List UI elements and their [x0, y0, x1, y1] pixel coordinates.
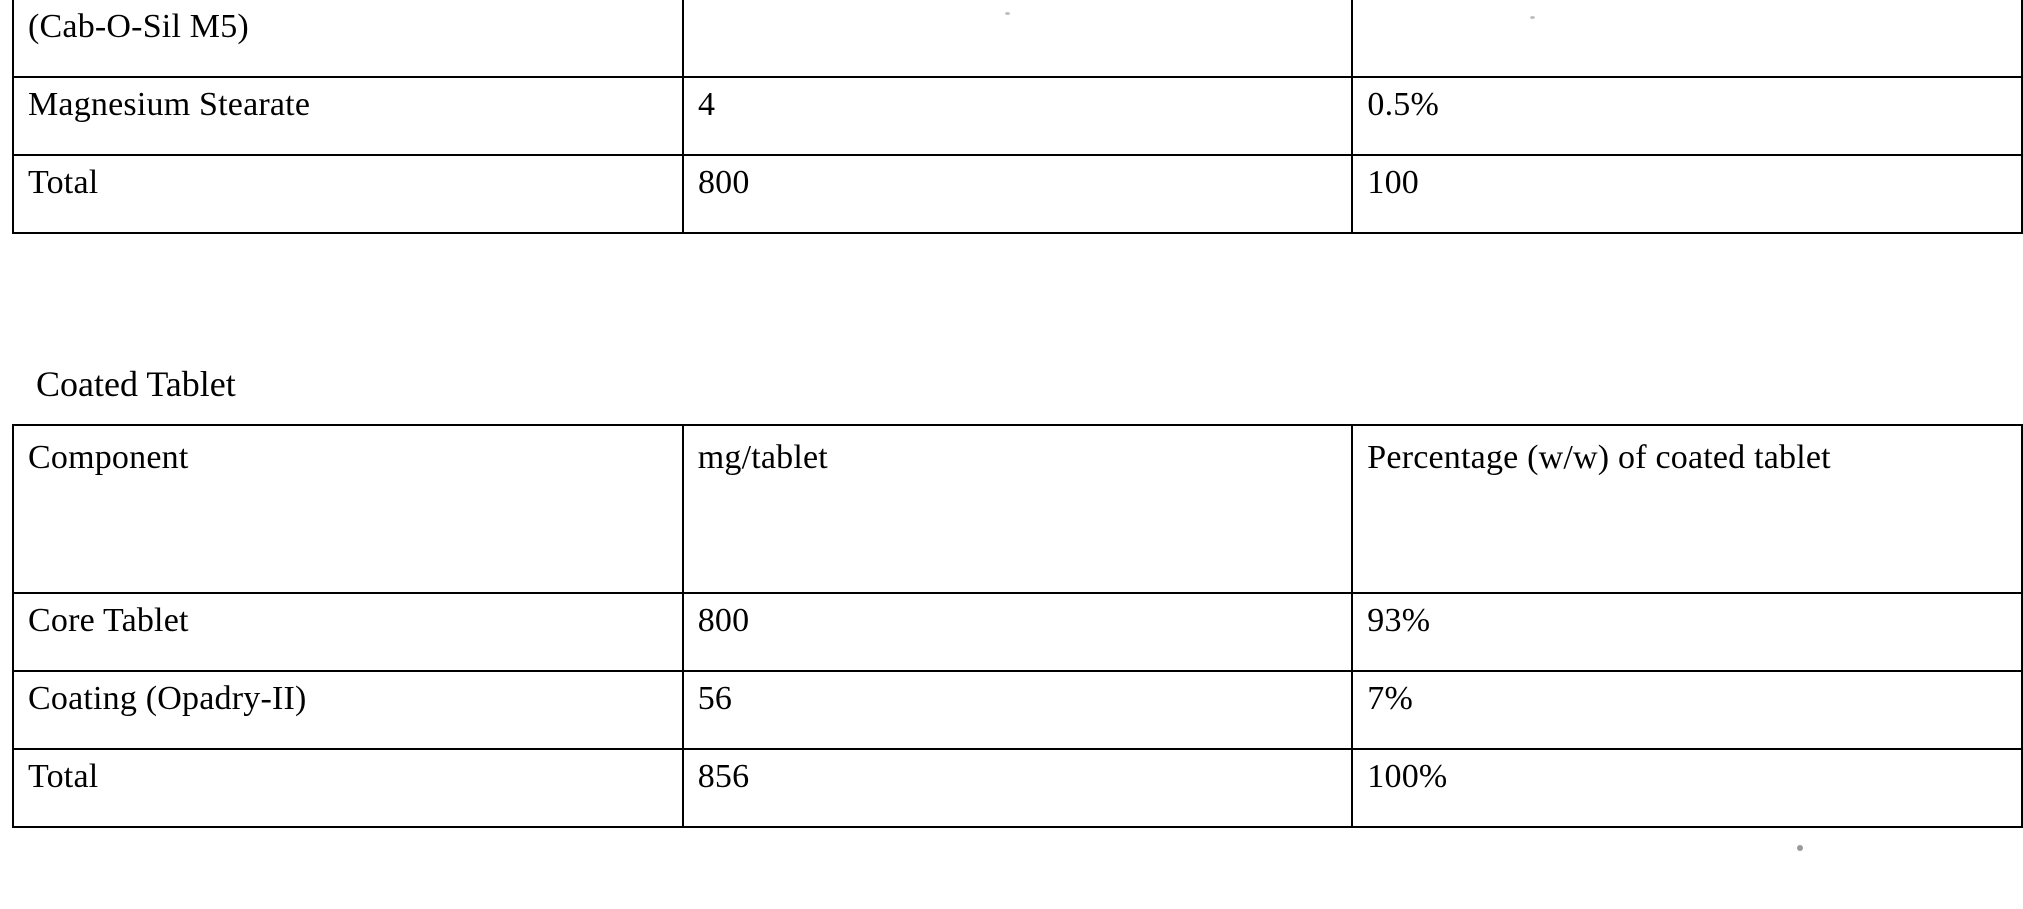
cell-mg: 856 — [683, 749, 1353, 827]
cell-mg: 800 — [683, 155, 1352, 233]
cell-percent: 100% — [1352, 749, 2022, 827]
header-mg-per-tablet: mg/tablet — [683, 425, 1353, 593]
cell-component: Coating (Opadry-II) — [13, 671, 683, 749]
coated-tablet-table — [12, 424, 2023, 828]
cell-percent — [1352, 0, 2022, 77]
table-row — [13, 749, 2022, 827]
coated-tablet-caption: Coated Tablet — [36, 364, 236, 404]
cell-percent: 100 — [1352, 155, 2022, 233]
cell-component: (Cab-O-Sil M5) — [13, 0, 683, 77]
scan-speck — [1530, 16, 1535, 19]
table-row — [13, 671, 2022, 749]
header-component: Component — [13, 425, 683, 593]
header-percentage: Percentage (w/w) of coated tablet — [1352, 425, 2022, 593]
table-row — [13, 593, 2022, 671]
core-tablet-table — [12, 0, 2023, 234]
table-row — [13, 155, 2022, 233]
table-row — [13, 0, 2022, 77]
cell-percent: 93% — [1352, 593, 2022, 671]
scan-speck — [1005, 12, 1010, 15]
scan-speck — [1797, 845, 1803, 851]
cell-mg: 56 — [683, 671, 1353, 749]
cell-component: Total — [13, 749, 683, 827]
cell-percent: 0.5% — [1352, 77, 2022, 155]
table-row — [13, 77, 2022, 155]
cell-percent: 7% — [1352, 671, 2022, 749]
table-header-row — [13, 425, 2022, 593]
cell-component: Core Tablet — [13, 593, 683, 671]
cell-component: Magnesium Stearate — [13, 77, 683, 155]
cell-mg: 800 — [683, 593, 1353, 671]
cell-mg — [683, 0, 1352, 77]
cell-mg: 4 — [683, 77, 1352, 155]
cell-component: Total — [13, 155, 683, 233]
